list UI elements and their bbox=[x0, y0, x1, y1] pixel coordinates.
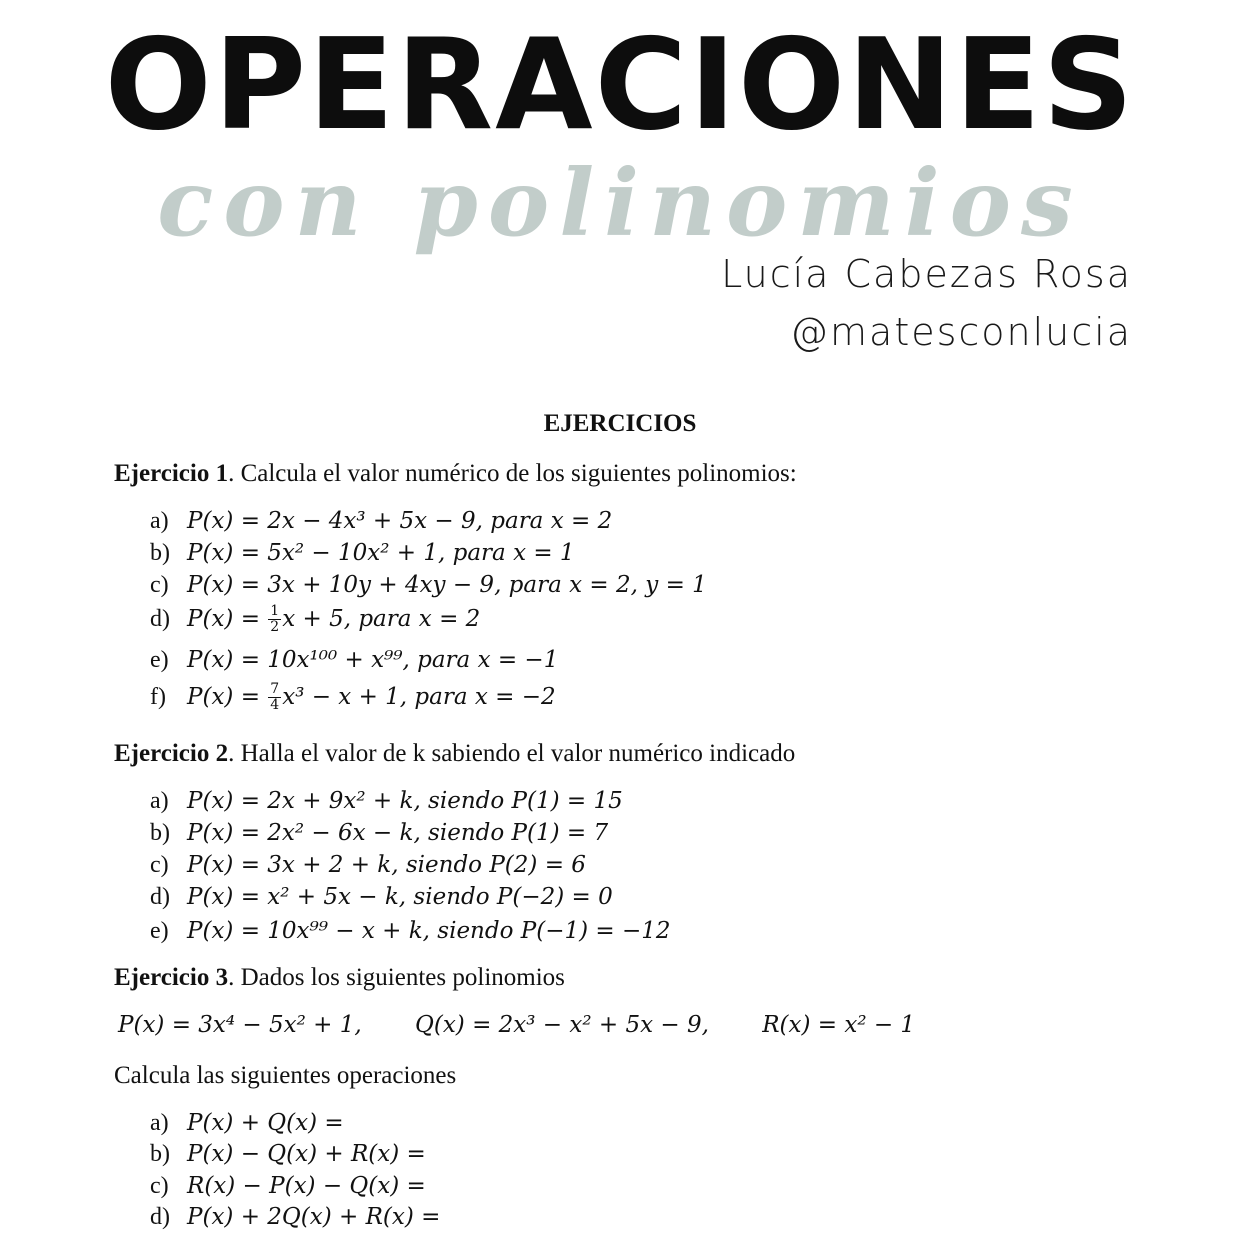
item-expression: P(x) + 2Q(x) + R(x) = bbox=[187, 1204, 441, 1230]
fraction-numerator: 1 bbox=[270, 603, 280, 619]
item-letter: a) bbox=[150, 508, 169, 534]
exercise-2-item-c bbox=[150, 852, 586, 879]
exercise-1-item-d bbox=[150, 604, 480, 635]
polynomial-p: P(x) = 3x⁴ − 5x² + 1, bbox=[118, 1012, 362, 1038]
exercise-2-item-a bbox=[150, 788, 623, 815]
exercise-2-item-b bbox=[150, 820, 608, 847]
item-expression: P(x) = 2x² − 6x − k, siendo P(1) = 7 bbox=[187, 820, 609, 846]
item-letter: d) bbox=[150, 605, 170, 632]
exercise-3-heading bbox=[114, 964, 565, 992]
fraction-numerator: 7 bbox=[270, 681, 280, 697]
exercise-1-item-c bbox=[150, 572, 707, 599]
item-expression: P(x) = 3x + 2 + k, siendo P(2) = 6 bbox=[187, 852, 586, 878]
fraction bbox=[268, 604, 281, 635]
exercise-2-item-d bbox=[150, 884, 613, 911]
item-letter: f) bbox=[150, 683, 166, 710]
exercise-3-text: . Dados los siguientes polinomios bbox=[228, 964, 565, 991]
item-expression: P(x) = 2x − 4x³ + 5x − 9, para x = 2 bbox=[187, 508, 613, 534]
item-expression-start: P(x) = bbox=[187, 683, 268, 710]
item-letter: c) bbox=[150, 852, 169, 878]
polynomial-r: R(x) = x² − 1 bbox=[762, 1012, 916, 1038]
exercise-1-item-f bbox=[150, 682, 556, 713]
item-expression: P(x) = 2x + 9x² + k, siendo P(1) = 15 bbox=[187, 788, 623, 814]
item-expression: P(x) = 10x¹⁰⁰ + x⁹⁹, para x = −1 bbox=[187, 647, 559, 673]
item-letter: e) bbox=[150, 647, 169, 673]
item-expression-end: x + 5, para x = 2 bbox=[282, 605, 481, 632]
item-letter: b) bbox=[150, 1141, 170, 1167]
exercise-3-item-c bbox=[150, 1173, 426, 1200]
item-expression: P(x) + Q(x) = bbox=[187, 1110, 344, 1136]
exercise-1-item-b bbox=[150, 540, 575, 567]
exercise-2-text: . Halla el valor de k sabiendo el valor numérico indicado bbox=[228, 740, 796, 767]
exercise-3-item-d bbox=[150, 1204, 440, 1231]
item-expression: P(x) = 10x⁹⁹ − x + k, siendo P(−1) = −12 bbox=[187, 918, 671, 944]
item-letter: e) bbox=[150, 918, 169, 944]
fraction bbox=[268, 682, 281, 713]
page-subtitle: con polinomios bbox=[157, 149, 1083, 257]
author-handle: @matesconlucia bbox=[790, 310, 1132, 354]
exercise-3-instruction: Calcula las siguientes operaciones bbox=[114, 1062, 457, 1089]
item-letter: c) bbox=[150, 572, 169, 598]
exercise-2-label: Ejercicio 2 bbox=[114, 740, 229, 767]
exercise-1-text: . Calcula el valor numérico de los siguientes polinomios: bbox=[228, 460, 797, 487]
polynomial-definitions bbox=[118, 1012, 961, 1038]
item-expression-end: x³ − x + 1, para x = −2 bbox=[282, 683, 556, 710]
exercise-3-item-a bbox=[150, 1110, 344, 1137]
item-letter: c) bbox=[150, 1173, 169, 1199]
author-name: Lucía Cabezas Rosa bbox=[721, 252, 1132, 296]
item-letter: b) bbox=[150, 540, 170, 566]
exercise-1-label: Ejercicio 1 bbox=[114, 460, 229, 487]
item-expression: P(x) − Q(x) + R(x) = bbox=[187, 1141, 426, 1167]
item-expression: P(x) = 5x² − 10x² + 1, para x = 1 bbox=[187, 540, 575, 566]
item-expression: R(x) − P(x) − Q(x) = bbox=[187, 1173, 426, 1199]
item-expression-start: P(x) = bbox=[187, 605, 268, 632]
exercise-2-heading bbox=[114, 740, 795, 768]
polynomial-q: Q(x) = 2x³ − x² + 5x − 9, bbox=[414, 1012, 709, 1038]
item-expression: P(x) = x² + 5x − k, siendo P(−2) = 0 bbox=[187, 884, 613, 910]
fraction-denominator: 4 bbox=[270, 697, 280, 713]
exercise-3-item-b bbox=[150, 1141, 426, 1168]
exercise-1-heading bbox=[114, 460, 797, 488]
item-letter: d) bbox=[150, 884, 170, 910]
item-letter: b) bbox=[150, 820, 170, 846]
item-letter: d) bbox=[150, 1204, 170, 1230]
fraction-denominator: 2 bbox=[270, 619, 280, 635]
section-title: EJERCICIOS bbox=[543, 410, 697, 437]
item-expression: P(x) = 3x + 10y + 4xy − 9, para x = 2, y = 1 bbox=[187, 572, 707, 598]
exercise-3-label: Ejercicio 3 bbox=[114, 964, 229, 991]
exercise-1-item-e bbox=[150, 647, 558, 674]
exercise-1-item-a bbox=[150, 508, 612, 535]
item-letter: a) bbox=[150, 788, 169, 814]
item-letter: a) bbox=[150, 1110, 169, 1136]
page-title: OPERACIONES bbox=[104, 11, 1136, 158]
exercise-2-item-e bbox=[150, 918, 671, 945]
